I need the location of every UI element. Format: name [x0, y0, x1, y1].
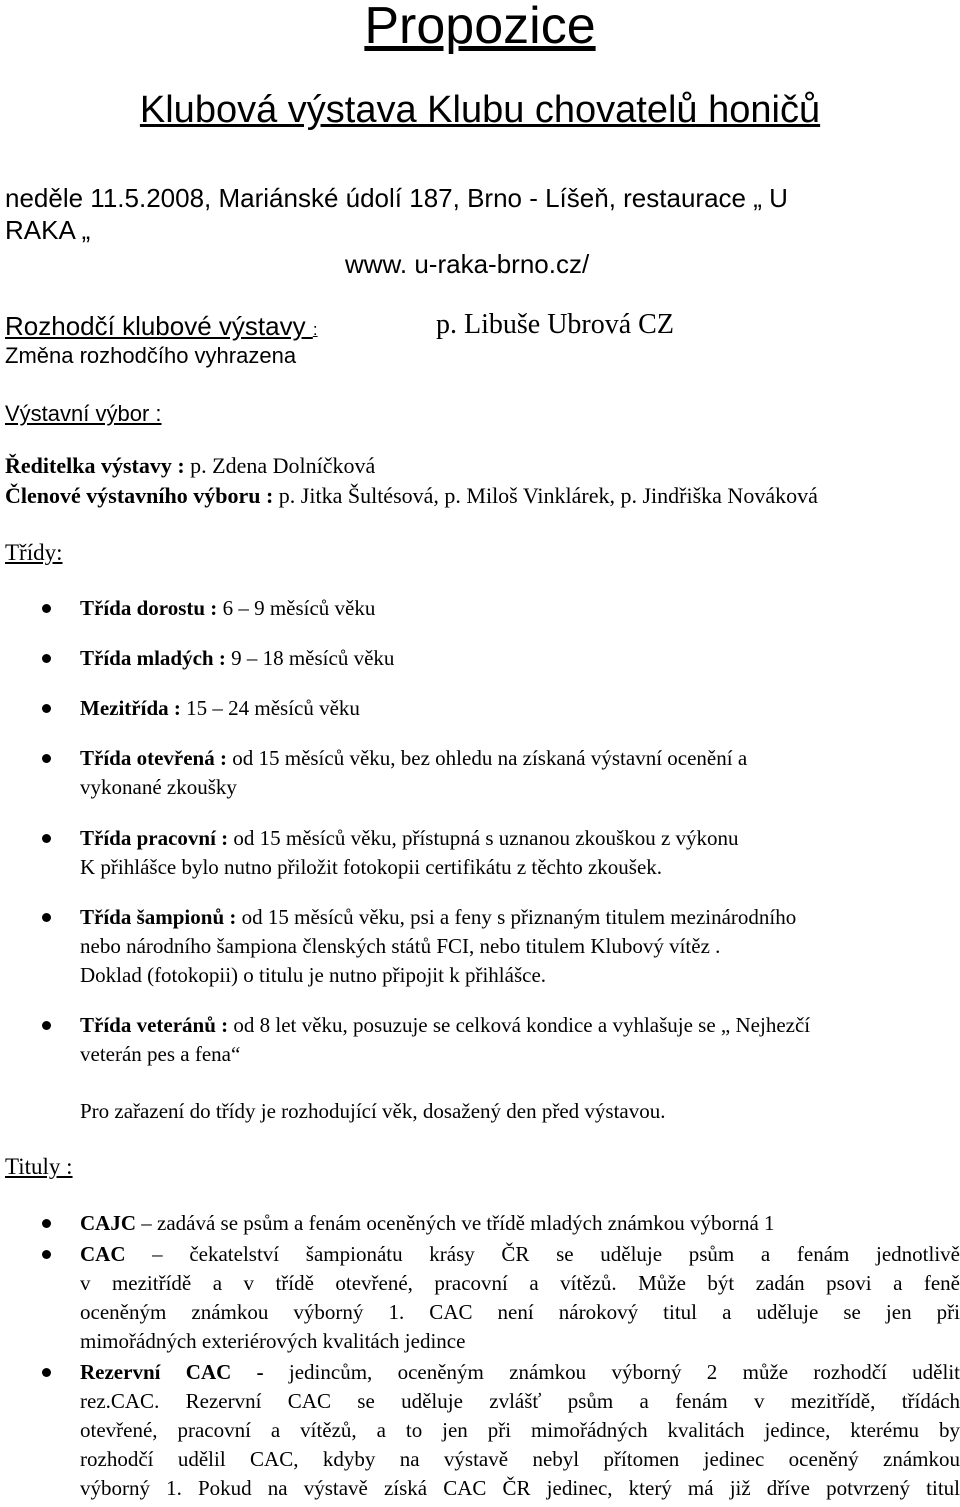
title-reserve-cac [80, 1358, 960, 1387]
committee-members [5, 482, 818, 510]
class-age: od 15 měsíců věku, psi a feny s přiznaným titulem mezinárodního [241, 905, 797, 929]
title-name: Rezervní CAC - [80, 1360, 289, 1384]
title-cac-cont-2: oceněným známkou výborný 1. CAC není nárokový titul a uděluje se jen při [80, 1300, 960, 1324]
bullet-icon [42, 913, 51, 922]
title-cac-cont-3: mimořádných exteriérových kvalitách jedince [80, 1329, 466, 1353]
class-age: 9 – 18 měsíců věku [231, 646, 395, 670]
title-reserve-cac-cont-4: výborný 1. Pokud na výstavě získá CAC ČR jedinec, který má již dříve potvrzený titul [80, 1476, 960, 1500]
committee-director [5, 452, 375, 480]
class-age: od 15 měsíců věku, přístupná s uznanou zkouškou z výkonu [233, 826, 739, 850]
event-website: www. u-raka-brno.cz/ [345, 249, 590, 279]
judge-name: p. Libuše Ubrová CZ [436, 309, 674, 340]
bullet-icon [42, 1368, 51, 1377]
judge-label-text: Rozhodčí klubové výstavy [5, 311, 313, 341]
page-subtitle: Klubová výstava Klubu chovatelů honičů [139, 89, 821, 131]
committee-heading: Výstavní výbor : [5, 401, 162, 426]
bullet-icon [42, 1219, 51, 1228]
class-age: 6 – 9 měsíců věku [222, 596, 376, 620]
members-names: p. Jitka Šultésová, p. Miloš Vinklárek, p. Jindřiška Nováková [278, 483, 818, 508]
class-name: Třída dorostu : [80, 596, 223, 620]
class-item-open [80, 744, 747, 773]
class-age: 15 – 24 měsíců věku [186, 696, 360, 720]
event-location-line: neděle 11.5.2008, Mariánské údolí 187, Brno - Líšeň, restaurace „ U [5, 183, 788, 213]
class-age: od 8 let věku, posuzuje se celková kondice a vyhlašuje se „ Nejhezčí [233, 1013, 811, 1037]
title-cac-cont: v mezitřídě a v třídě otevřené, pracovní a vítězů. Může být zadán psovi a feně [80, 1271, 960, 1295]
bullet-icon [42, 604, 51, 613]
title-reserve-cac-cont-2: otevřené, pracovní a vítězů, a to jen při mimořádných kvalitách jedince, kterému by [80, 1418, 960, 1442]
class-name: Třída otevřená : [80, 746, 233, 770]
class-item-champion [80, 903, 796, 932]
title-reserve-cac-cont: rez.CAC. Rezervní CAC se uděluje zvlášť psům a fenám v mezitřídě, třídách [80, 1389, 960, 1413]
classes-note: Pro zařazení do třídy je rozhodující věk, dosažený den před výstavou. [80, 1099, 666, 1123]
judge-change-note: Změna rozhodčího vyhrazena [5, 343, 297, 368]
bullet-icon [42, 834, 51, 843]
class-name: Třída veteránů : [80, 1013, 234, 1037]
bullet-icon [42, 704, 51, 713]
class-name: Třída pracovní : [80, 826, 234, 850]
title-description: – zadává se psům a fenám oceněných ve třídě mladých známkou výborná 1 [136, 1211, 775, 1235]
director-name: p. Zdena Dolníčková [190, 453, 376, 478]
title-cajc [80, 1209, 775, 1238]
class-name: Třída šampionů : [80, 905, 242, 929]
title-name: CAC [80, 1242, 126, 1266]
titles-heading: Tituly : [5, 1154, 73, 1179]
class-age: od 15 měsíců věku, bez ohledu na získaná výstavní ocenění a [232, 746, 748, 770]
class-item-veteran-cont: veterán pes a fena“ [80, 1042, 241, 1066]
page-title: Propozice [364, 0, 596, 55]
class-item-champion-cont: nebo národního šampiona členských států FCI, nebo titulem Klubový vítěz . [80, 934, 721, 958]
class-item-open-cont: vykonané zkoušky [80, 775, 237, 799]
classes-heading: Třídy: [5, 540, 63, 565]
director-label: Ředitelka výstavy : [5, 453, 191, 478]
class-item-veteran [80, 1011, 810, 1040]
bullet-icon [42, 754, 51, 763]
judge-label-colon: : [312, 320, 318, 339]
title-cac [80, 1240, 960, 1269]
judge-label [5, 310, 318, 346]
title-description: – čekatelství šampionátu krásy ČR se uděluje psům a fenám jednotlivě [125, 1242, 960, 1266]
title-description: jedincům, oceněným známkou výborný 2 může rozhodčí udělit [288, 1360, 960, 1384]
bullet-icon [42, 654, 51, 663]
class-item-junior [80, 644, 394, 673]
bullet-icon [42, 1021, 51, 1030]
class-item-working [80, 824, 739, 853]
title-reserve-cac-cont-3: rozhodčí udělil CAC, kdyby na výstavě nebyl přítomen jedinec oceněný známkou [80, 1447, 960, 1471]
title-name: CAJC [80, 1211, 136, 1235]
class-item-intermediate [80, 694, 360, 723]
class-item-youth [80, 594, 375, 623]
members-label: Členové výstavního výboru : [5, 483, 279, 508]
class-name: Mezitřída : [80, 696, 187, 720]
class-item-working-cont: K přihlášce bylo nutno přiložit fotokopii certifikátu z těchto zkoušek. [80, 855, 663, 879]
class-name: Třída mladých : [80, 646, 232, 670]
event-location-line-2: RAKA „ [5, 215, 91, 245]
bullet-icon [42, 1250, 51, 1259]
class-item-champion-cont-2: Doklad (fotokopii) o titulu je nutno připojit k přihlášce. [80, 963, 547, 987]
